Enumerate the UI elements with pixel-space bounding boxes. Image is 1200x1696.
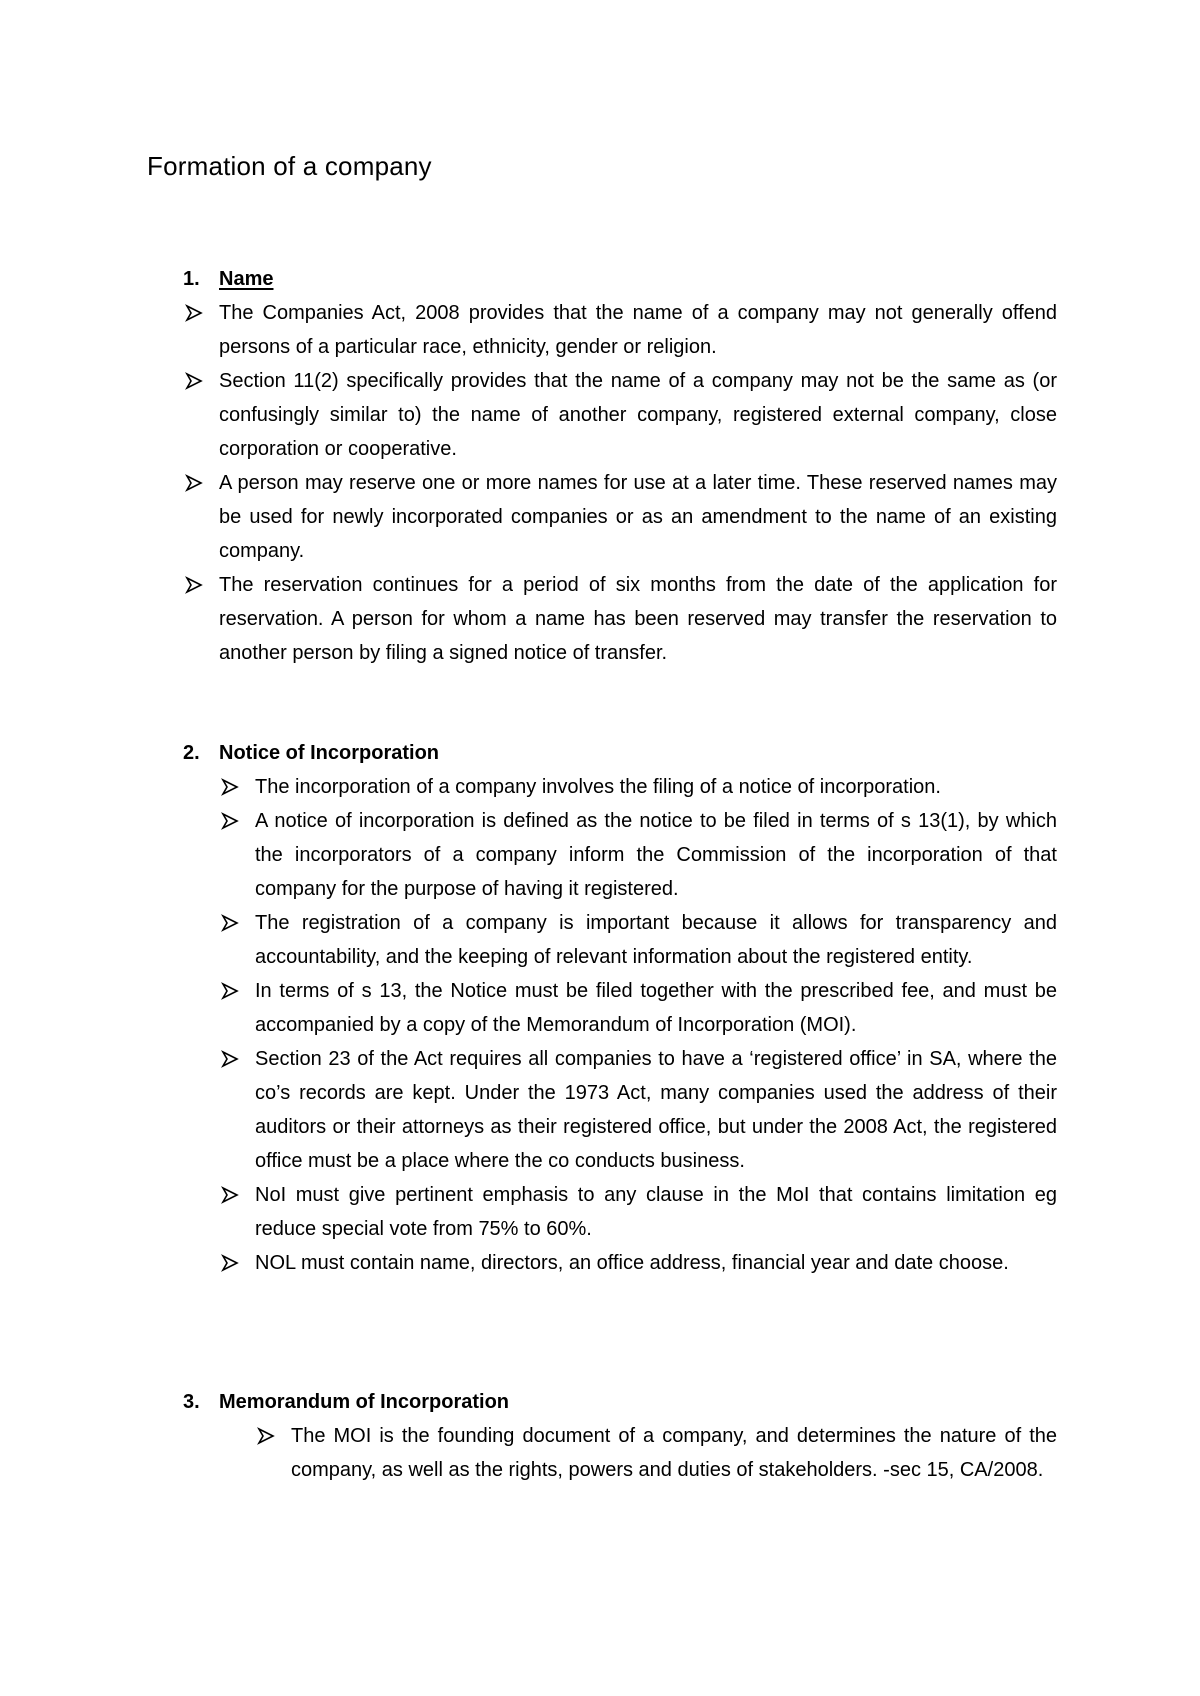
list-item-text: In terms of s 13, the Notice must be filed together with the prescribed fee, and must be accompanied by a copy of the Memorandum of Incorporation (MOI). <box>255 980 1057 1036</box>
list-item-text: The incorporation of a company involves the filing of a notice of incorporation. <box>255 776 941 798</box>
list-item-text: The registration of a company is important because it allows for transparency and accountability, and the keeping of relevant information about the registered entity. <box>255 912 1057 968</box>
arrowhead-bullet-icon <box>221 812 239 830</box>
arrowhead-bullet-icon <box>221 982 239 1000</box>
section-notice-of-incorporation <box>0 736 1200 1280</box>
list-item-text: A person may reserve one or more names for use at a later time. These reserved names may be used for newly incorporated companies or as an amendment to the name of an existing company. <box>219 472 1057 562</box>
list-item-text: The reservation continues for a period of six months from the date of the application for reservation. A person for whom a name has been reserved may transfer the reservation to another person by filing a signed notice of transfer. <box>219 574 1057 664</box>
list-item <box>291 1419 1057 1487</box>
list-item <box>255 1246 1057 1280</box>
arrowhead-bullet-icon <box>221 1186 239 1204</box>
list-item <box>219 364 1057 466</box>
section-memorandum-of-incorporation <box>0 1385 1200 1487</box>
section-heading <box>0 736 1200 770</box>
list-item-text: The Companies Act, 2008 provides that the name of a company may not generally offend persons of a particular race, ethnicity, gender or religion. <box>219 302 1057 358</box>
section-title: Notice of Incorporation <box>219 742 439 764</box>
arrowhead-bullet-icon <box>257 1427 275 1445</box>
section-number: 1. <box>183 268 200 290</box>
list-item <box>219 568 1057 670</box>
section-heading <box>0 262 1200 296</box>
section-title: Name <box>219 268 274 290</box>
bullet-list <box>0 1419 1200 1487</box>
list-item <box>219 296 1057 364</box>
bullet-list <box>0 770 1200 1280</box>
list-item-text: Section 11(2) specifically provides that the name of a company may not be the same as (or confusingly similar to) the name of another company, registered external company, close corporation or cooperative. <box>219 370 1057 460</box>
list-item-text: NoI must give pertinent emphasis to any clause in the MoI that contains limitation eg reduce special vote from 75% to 60%. <box>255 1184 1057 1240</box>
list-item-text: The MOI is the founding document of a company, and determines the nature of the company, as well as the rights, powers and duties of stakeholders. -sec 15, CA/2008. <box>291 1425 1057 1481</box>
list-item <box>255 906 1057 974</box>
arrowhead-bullet-icon <box>185 576 203 594</box>
list-item <box>255 1042 1057 1178</box>
section-number: 3. <box>183 1391 200 1413</box>
arrowhead-bullet-icon <box>185 474 203 492</box>
section-heading <box>0 1385 1200 1419</box>
list-item <box>255 1178 1057 1246</box>
list-item <box>255 804 1057 906</box>
list-item <box>255 770 1057 804</box>
page-title: Formation of a company <box>147 151 432 181</box>
arrowhead-bullet-icon <box>221 1254 239 1272</box>
arrowhead-bullet-icon <box>185 304 203 322</box>
list-item-text: A notice of incorporation is defined as the notice to be filed in terms of s 13(1), by which the incorporators of a company inform the Commission of the incorporation of that company for the purpose of having it registered. <box>255 810 1057 900</box>
section-number: 2. <box>183 742 200 764</box>
section-title: Memorandum of Incorporation <box>219 1391 509 1413</box>
list-item <box>255 974 1057 1042</box>
section-name <box>0 262 1200 670</box>
bullet-list <box>0 296 1200 670</box>
arrowhead-bullet-icon <box>221 914 239 932</box>
arrowhead-bullet-icon <box>185 372 203 390</box>
arrowhead-bullet-icon <box>221 1050 239 1068</box>
list-item-text: Section 23 of the Act requires all companies to have a ‘registered office’ in SA, where the co’s records are kept. Under the 1973 Act, many companies used the address of their auditors or their attorneys as their registered office, but under the 2008 Act, the registered office must be a place where the co conducts business. <box>255 1048 1057 1172</box>
list-item-text: NOL must contain name, directors, an office address, financial year and date choose. <box>255 1252 1009 1274</box>
arrowhead-bullet-icon <box>221 778 239 796</box>
list-item <box>219 466 1057 568</box>
